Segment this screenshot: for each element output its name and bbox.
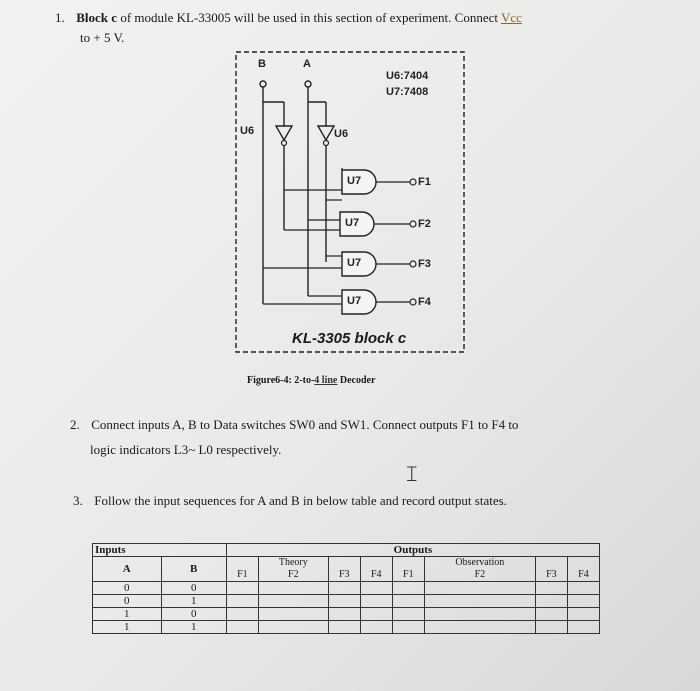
question-1-line2: to + 5 V. [80,30,125,45]
empty-cell [424,595,535,608]
theory-f3-header: F3 [328,557,360,582]
output-f4-label: F4 [418,296,431,308]
empty-cell [424,608,535,621]
observation-header: Observation [455,557,505,568]
obs-f4-header: F4 [567,557,599,582]
empty-cell [226,608,258,621]
empty-cell [535,595,567,608]
table-row [93,621,600,634]
table-row [93,582,600,595]
outputs-header: Outputs [226,544,599,557]
chip-u6-label: U6:7404 [386,70,429,82]
col-a-header: A [93,557,162,582]
caption-suffix: Decoder [339,375,376,386]
empty-cell [567,608,599,621]
col-b-header: B [161,557,226,582]
question-1 [55,8,655,27]
empty-cell [567,582,599,595]
output-f1-label: F1 [418,176,431,188]
q1-vcc: Vcc [501,10,522,25]
decoder-circuit-diagram [232,50,468,354]
empty-cell [328,582,360,595]
empty-cell [424,621,535,634]
gate-4-label: U7 [347,295,362,307]
empty-cell [360,621,392,634]
gate-1-label: U7 [347,175,362,187]
theory-f4-header: F4 [360,557,392,582]
table-header-row-1 [93,544,600,557]
theory-f2-header: F2 [288,569,299,580]
output-f2-label: F2 [418,218,431,230]
inverter-a [318,126,334,140]
theory-f1-header: F1 [226,557,258,582]
question-2-line2: logic indicators L3~ L0 respectively. [90,442,282,457]
q1-text: of module KL-33005 will be used in this section of experiment. Connect [120,10,498,25]
empty-cell [392,621,424,634]
q1-block-letter: c [111,10,118,25]
obs-f2-header: F2 [474,569,486,580]
empty-cell [392,608,424,621]
question-1-number: 1. [55,10,65,25]
question-2 [70,415,518,434]
empty-cell [567,595,599,608]
pin-b [260,81,266,87]
empty-cell [392,582,424,595]
row-4-a: 1 [93,621,162,634]
row-1-b: 0 [161,582,226,595]
row-3-a: 1 [93,608,162,621]
empty-cell [360,595,392,608]
observation-table [92,543,600,634]
pin-a [305,81,311,87]
chip-u7-label: U7:7408 [386,86,429,98]
empty-cell [360,608,392,621]
question-3 [73,491,507,510]
empty-cell [360,582,392,595]
row-3-b: 0 [161,608,226,621]
table-row [93,595,600,608]
empty-cell [258,621,328,634]
table-header-row-2 [93,557,600,582]
table-row [93,608,600,621]
question-2-line1: Connect inputs A, B to Data switches SW0 and SW1. Connect outputs F1 to F4 to [91,417,519,432]
row-1-a: 0 [93,582,162,595]
question-3-text: Follow the input sequences for A and B in below table and record output states. [94,493,507,508]
empty-cell [535,608,567,621]
text-cursor-icon: 𝙸 [404,462,420,487]
obs-f1-header: F1 [392,557,424,582]
question-2-number: 2. [70,417,80,432]
empty-cell [424,582,535,595]
input-b-label: B [258,58,266,70]
empty-cell [258,582,328,595]
row-2-b: 1 [161,595,226,608]
inverter-b [276,126,292,140]
caption-link: 4 line [314,375,338,386]
input-a-label: A [303,58,311,70]
empty-cell [328,621,360,634]
figure-caption [247,375,375,386]
inverter-left-label: U6 [240,125,255,137]
empty-cell [258,595,328,608]
empty-cell [328,608,360,621]
obs-f2-cell [424,557,535,582]
empty-cell [567,621,599,634]
caption-prefix: Figure6-4: 2-to- [247,375,315,386]
theory-header: Theory [278,557,308,568]
empty-cell [258,608,328,621]
empty-cell [226,621,258,634]
output-f3-label: F3 [418,258,431,270]
empty-cell [535,582,567,595]
row-4-b: 1 [161,621,226,634]
gate-2-label: U7 [345,217,360,229]
inverter-right-label: U6 [334,128,349,140]
empty-cell [328,595,360,608]
obs-f3-header: F3 [535,557,567,582]
question-3-number: 3. [73,493,83,508]
theory-f2-cell [258,557,328,582]
gate-3-label: U7 [347,257,362,269]
empty-cell [535,621,567,634]
empty-cell [392,595,424,608]
inputs-header: Inputs [93,544,227,557]
q1-block-word: Block [76,10,109,25]
block-title: KL-3305 block c [292,330,407,347]
empty-cell [226,582,258,595]
empty-cell [226,595,258,608]
row-2-a: 0 [93,595,162,608]
